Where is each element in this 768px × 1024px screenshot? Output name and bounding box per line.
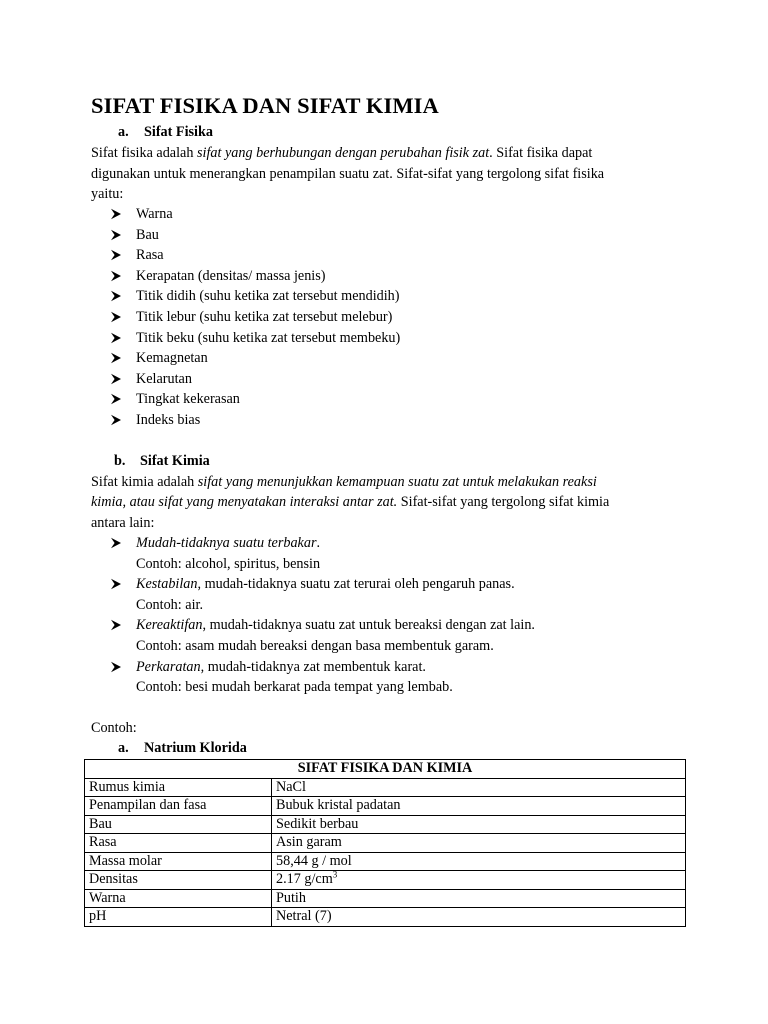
arrowhead-bullet-icon [110,393,122,405]
section-b-intro-line-1 [91,472,597,492]
list-item-example: Contoh: alcohol, spiritus, bensin [136,555,321,572]
section-a-heading [118,122,213,142]
arrowhead-bullet-icon [110,290,122,302]
arrowhead-bullet-icon [110,229,122,241]
intro-text: . Sifat fisika dapat [489,145,593,161]
table-row [85,778,686,797]
property-value-cell: Putih [272,889,686,908]
list-item: Indeks bias [136,412,201,428]
property-name-cell: Penampilan dan fasa [85,797,272,816]
list-item-description: . [316,535,321,551]
list-item [136,615,535,635]
table-row [85,834,686,853]
list-item: Kelarutan [136,370,192,387]
list-item: Titik lebur (suhu ketika zat tersebut melebur) [136,309,393,325]
property-name-cell: pH [85,908,272,927]
property-name-cell: Rasa [85,834,272,853]
arrowhead-bullet-icon [110,332,122,344]
example-title: Natrium Klorida [144,740,247,756]
table-row [85,852,686,871]
arrowhead-bullet-icon [110,208,122,220]
section-b-heading [114,451,210,471]
list-item-description: , mudah-tidaknya suatu zat terurai oleh pengaruh panas. [197,576,515,593]
property-value-cell: NaCl [272,778,686,797]
section-a-title: Sifat Fisika [144,124,213,140]
property-value-cell: 2.17 $g/cm^3$ [272,871,686,890]
property-name-cell: Warna [85,889,272,908]
section-b-title: Sifat Kimia [140,453,210,469]
arrowhead-bullet-icon [110,249,122,261]
arrowhead-bullet-icon [110,661,122,673]
list-item: Bau [136,226,159,243]
property-value-cell: 58,44 g / mol [272,852,686,871]
arrowhead-bullet-icon [110,619,122,631]
properties-table [84,759,686,927]
arrowhead-bullet-icon [110,311,122,323]
list-item-description: , mudah-tidaknya suatu zat untuk bereaksi dengan zat lain. [202,617,535,634]
table-row [85,908,686,927]
example-heading [118,738,247,758]
list-item-example: Contoh: besi mudah berkarat pada tempat yang lembab. [136,679,453,696]
list-item-description: , mudah-tidaknya zat membentuk karat. [200,658,426,675]
list-item-term: Kereaktifan [136,617,203,634]
list-item-term: Perkaratan [136,658,201,675]
section-a-intro-line-1 [91,143,592,163]
table-row [85,889,686,908]
intro-emphasis: sifat yang berhubungan dengan perubahan fisik zat [196,145,490,161]
list-item: Warna [136,206,173,222]
property-value-cell: Bubuk kristal padatan [272,797,686,816]
section-a-intro-line-3: yaitu: [91,186,124,202]
example-item-label: a. [118,740,129,756]
arrowhead-bullet-icon [110,270,122,282]
list-item [136,533,320,553]
list-item: Rasa [136,247,164,264]
intro-text: Sifat kimia adalah [91,474,198,490]
property-name-cell: Densitas [85,871,272,890]
list-item: Tingkat kekerasan [136,391,240,408]
arrowhead-bullet-icon [110,537,122,549]
arrowhead-bullet-icon [110,352,122,364]
section-a-intro-line-2: digunakan untuk menerangkan penampilan suatu zat. Sifat-sifat yang tergolong sifat fisika [91,166,605,182]
property-value-cell: Asin garam [272,834,686,853]
section-b-intro-line-3: antara lain: [91,515,155,531]
section-b-label: b. [114,453,126,469]
list-item: Kemagnetan [136,350,208,367]
list-item-term: Kestabilan [136,576,198,593]
property-name-cell: Bau [85,815,272,834]
list-item: Kerapatan (densitas/ massa jenis) [136,267,326,284]
arrowhead-bullet-icon [110,414,122,426]
list-item [136,657,426,677]
list-item [136,574,515,594]
property-value-cell: Netral (7) [272,908,686,927]
arrowhead-bullet-icon [110,578,122,590]
list-item: Titik didih (suhu ketika zat tersebut mendidih) [136,288,400,305]
list-item: Titik beku (suhu ketika zat tersebut membeku) [136,329,401,346]
table-row [85,871,686,890]
intro-text: Sifat fisika adalah [91,145,197,161]
property-name-cell: Rumus kimia [85,778,272,797]
arrowhead-bullet-icon [110,373,122,385]
intro-emphasis: sifat yang menunjukkan kemampuan suatu zat untuk melakukan reaksi [197,474,597,490]
section-a-label: a. [118,124,129,140]
property-value-cell: Sedikit berbau [272,815,686,834]
table-header: SIFAT FISIKA DAN KIMIA [85,760,686,779]
example-label: Contoh: [91,720,137,736]
list-item-example: Contoh: air. [136,596,203,613]
intro-emphasis: kimia, atau sifat yang menyatakan interaksi antar zat. [91,494,398,510]
superscript: 3 [332,870,338,880]
table-row [85,797,686,816]
list-item-example: Contoh: asam mudah bereaksi dengan basa membentuk garam. [136,638,494,654]
section-b-intro-line-2 [91,492,609,512]
page-title: SIFAT FISIKA DAN SIFAT KIMIA [91,93,439,118]
list-item-term: Mudah-tidaknya suatu terbakar [136,535,317,551]
property-name-cell: Massa molar [85,852,272,871]
table-row [85,815,686,834]
intro-text: Sifat-sifat yang tergolong sifat kimia [397,494,610,510]
